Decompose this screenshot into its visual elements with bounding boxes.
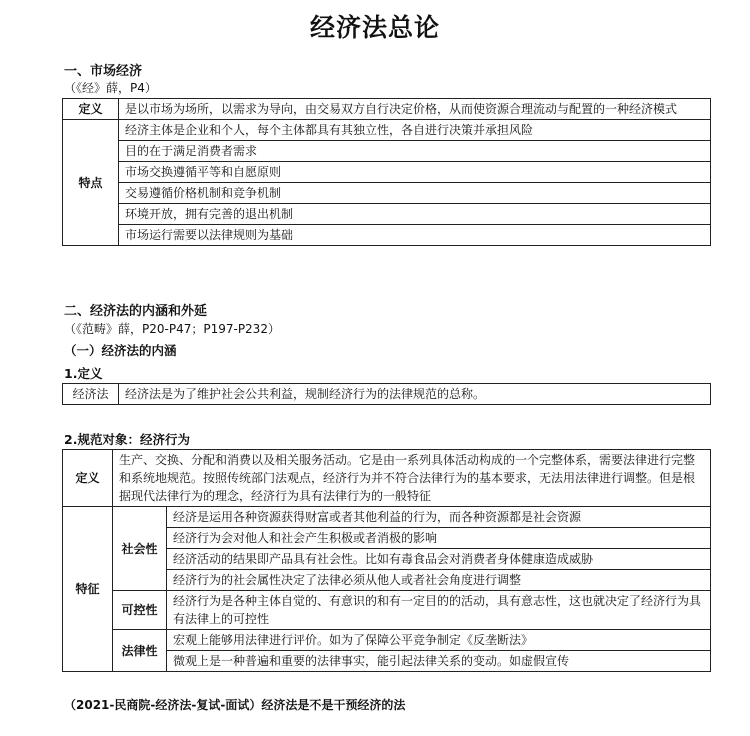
traits-label: 特征 [63, 507, 113, 672]
trait-item: 经济行为的社会属性决定了法律必须从他人或者社会角度进行调整 [167, 570, 711, 591]
table-row [63, 204, 711, 225]
feature-item: 目的在于满足消费者需求 [119, 141, 711, 162]
table-row [63, 120, 711, 141]
feature-item: 市场运行需要以法律规则为基础 [119, 225, 711, 246]
trait-label-social: 社会性 [113, 507, 167, 591]
trait-item: 经济行为会对他人和社会产生积极或者消极的影响 [167, 528, 711, 549]
table-row [63, 384, 711, 405]
trait-label-controllable: 可控性 [113, 591, 167, 630]
page-title: 经济法总论 [309, 13, 440, 42]
section-reference: （《范畴》薛，P20-P47；P197-P232） [64, 322, 280, 336]
economic-law-definition: 经济法是为了维护社会公共利益，规制经济行为的法律规范的总称。 [119, 384, 711, 405]
table-row [63, 183, 711, 204]
feature-item: 环境开放，拥有完善的退出机制 [119, 204, 711, 225]
trait-item: 经济是运用各种资源获得财富或者其他利益的行为，而各种资源都是社会资源 [167, 507, 711, 528]
trait-item: 经济活动的结果即产品具有社会性。比如有毒食品会对消费者身体健康造成威胁 [167, 549, 711, 570]
economic-law-definition-table [62, 383, 711, 405]
economic-law-label: 经济法 [63, 384, 119, 405]
definition-text: 是以市场为场所，以需求为导向，由交易双方自行决定价格，从而使资源合理流动与配置的一种经济模式 [119, 99, 711, 120]
trait-item: 宏观上能够用法律进行评价。如为了保障公平竞争制定《反垄断法》 [167, 630, 711, 651]
feature-item: 经济主体是企业和个人，每个主体都具有其独立性，各自进行决策并承担风险 [119, 120, 711, 141]
trait-item: 微观上是一种普遍和重要的法律事实，能引起法律关系的变动。如虚假宣传 [167, 651, 711, 672]
section-reference: （《经》薛，P4） [64, 81, 157, 95]
section-heading-market-economy: 一、市场经济 [64, 64, 143, 79]
trait-item: 经济行为是各种主体自觉的、有意识的和有一定目的的活动，具有意志性，这也就决定了经济行为具有法律上的可控性 [167, 591, 711, 630]
subsection-heading: （一）经济法的内涵 [64, 343, 177, 358]
feature-item: 市场交换遵循平等和自愿原则 [119, 162, 711, 183]
table-row [63, 507, 711, 528]
behavior-definition-text: 生产、交换、分配和消费以及相关服务活动。它是由一系列具体活动构成的一个完整体系，需要法律进行完整和系统地规范。按照传统部门法观点，经济行为并不符合法律行为的基本要求，无法用法律进行调整。但是根据现代法律行为的理念，经济行为具有法律行为的一般特征 [113, 450, 711, 507]
economic-behavior-table [62, 449, 711, 672]
regulation-object-heading: 2.规范对象：经济行为 [64, 432, 190, 447]
table-row [63, 162, 711, 183]
table-row [63, 450, 711, 507]
table-row [63, 591, 711, 630]
table-row [63, 225, 711, 246]
exam-question-note: （2021-民商院-经济法-复试-面试）经济法是不是干预经济的法 [64, 698, 406, 712]
feature-item: 交易遵循价格机制和竞争机制 [119, 183, 711, 204]
features-label: 特点 [63, 120, 119, 246]
definition-label: 定义 [63, 99, 119, 120]
table-row [63, 630, 711, 651]
definition-heading: 1.定义 [64, 366, 103, 381]
behavior-definition-label: 定义 [63, 450, 113, 507]
trait-label-legal: 法律性 [113, 630, 167, 672]
market-economy-table [62, 98, 711, 246]
section-heading-economic-law: 二、经济法的内涵和外延 [64, 304, 208, 319]
table-row [63, 99, 711, 120]
table-row [63, 141, 711, 162]
